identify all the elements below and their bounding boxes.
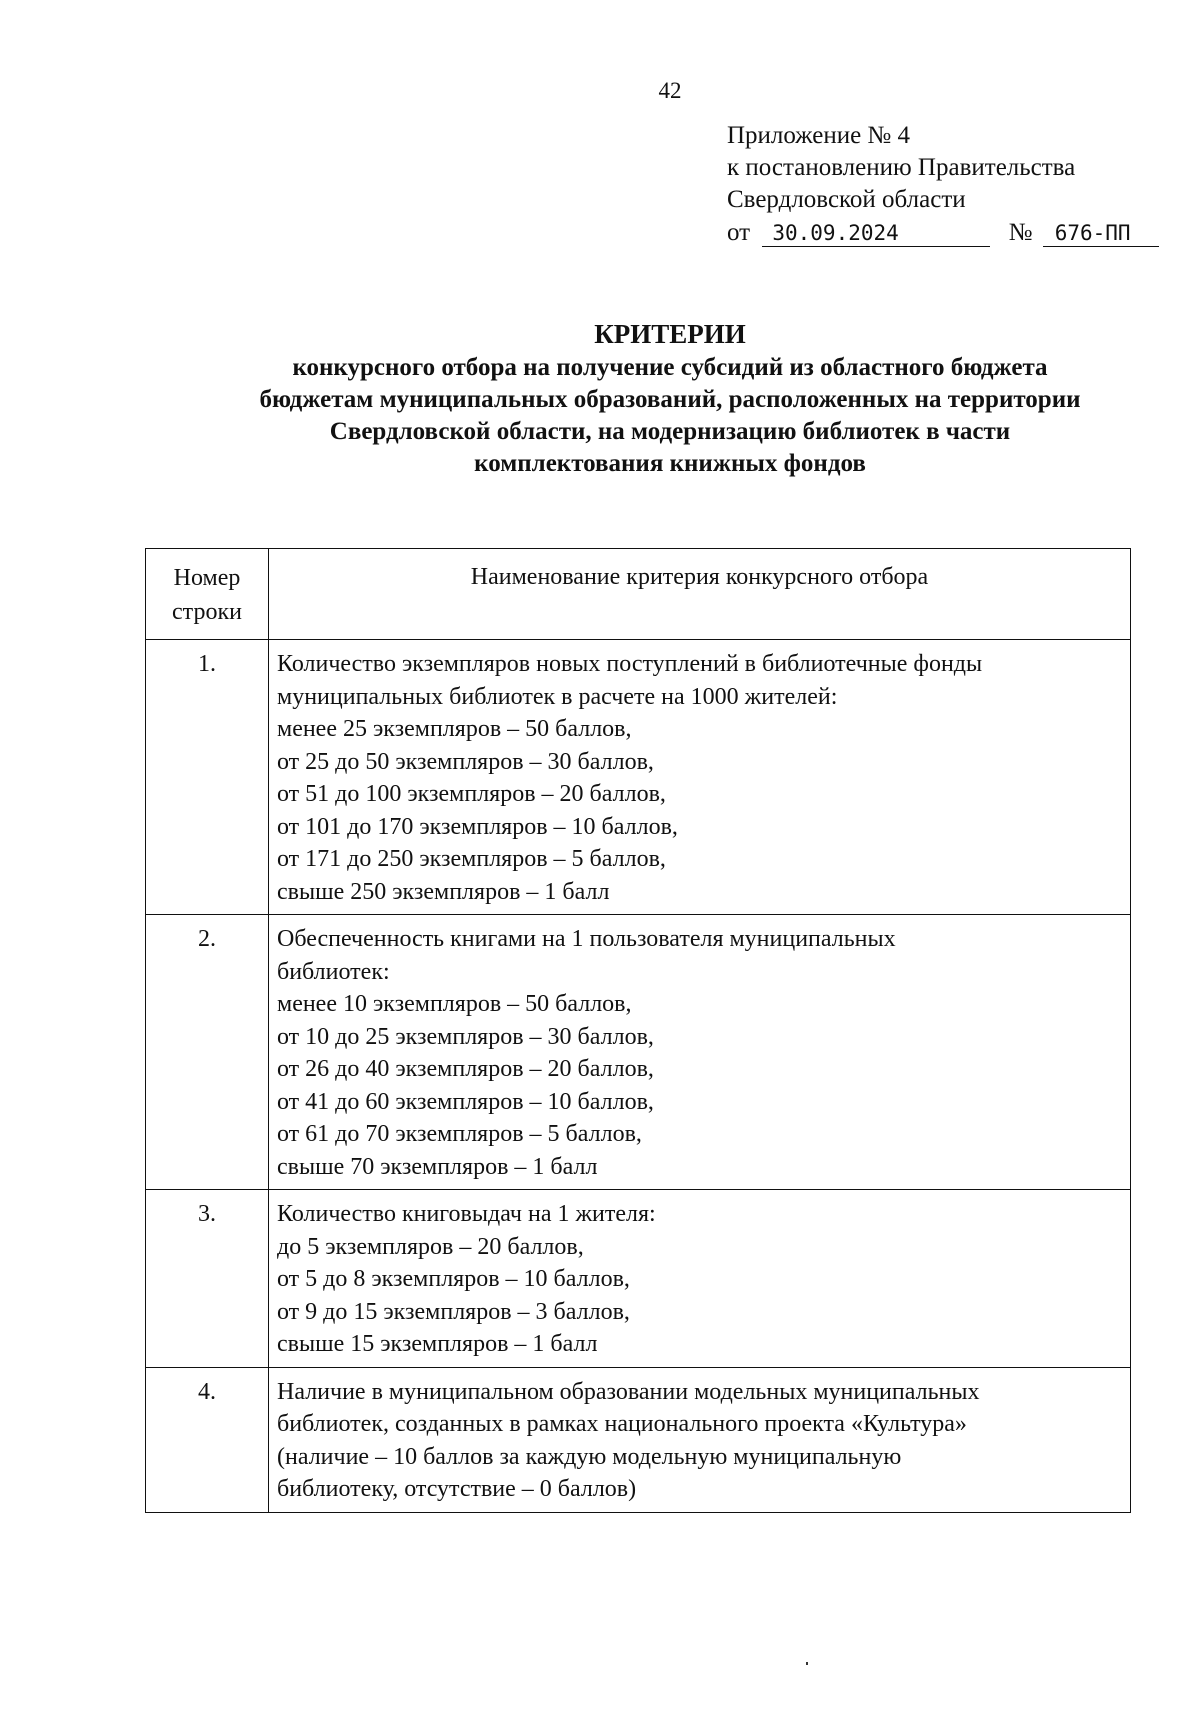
criterion-line: Наличие в муниципальном образовании модельных муниципальных <box>277 1378 980 1405</box>
criterion-text <box>269 1367 1131 1512</box>
criterion-line: до 5 экземпляров – 20 баллов, <box>277 1233 584 1260</box>
appendix-line-2: к постановлению Правительства <box>727 154 1076 181</box>
criterion-text <box>269 1190 1131 1368</box>
table-row <box>146 1190 1131 1368</box>
criterion-line: от 101 до 170 экземпляров – 10 баллов, <box>277 813 678 840</box>
criterion-line: библиотеку, отсутствие – 0 баллов) <box>277 1476 637 1502</box>
criterion-line: менее 10 экземпляров – 50 баллов, <box>277 991 632 1017</box>
criterion-line: от 9 до 15 экземпляров – 3 баллов, <box>277 1298 630 1325</box>
scan-speck <box>806 1662 808 1665</box>
title-line: бюджетам муниципальных образований, расположенных на территории <box>259 386 1081 413</box>
title-main: КРИТЕРИИ <box>594 319 746 349</box>
criterion-line: Количество книговыдач на 1 жителя: <box>277 1201 656 1227</box>
criteria-table <box>145 548 1131 1513</box>
criterion-line: свыше 70 экземпляров – 1 балл <box>277 1153 598 1180</box>
title-line: комплектования книжных фондов <box>474 450 866 477</box>
criterion-line: муниципальных библиотек в расчете на 1000 жителей: <box>277 683 838 710</box>
criterion-line: Обеспеченность книгами на 1 пользователя муниципальных <box>277 926 896 952</box>
criterion-line: от 5 до 8 экземпляров – 10 баллов, <box>277 1266 630 1292</box>
table-header-row <box>146 549 1131 640</box>
criterion-line: свыше 15 экземпляров – 1 балл <box>277 1331 598 1357</box>
number-prefix: № <box>1008 219 1033 246</box>
table-row <box>146 915 1131 1190</box>
row-number: 2. <box>146 915 269 1190</box>
page-number: 42 <box>658 78 682 103</box>
header-name: Наименование критерия конкурсного отбора <box>269 549 1131 640</box>
criterion-line: библиотек, созданных в рамках национального проекта «Культура» <box>277 1411 967 1437</box>
criterion-line: от 26 до 40 экземпляров – 20 баллов, <box>277 1056 654 1082</box>
criterion-line: менее 25 экземпляров – 50 баллов, <box>277 716 632 742</box>
appendix-line-1: Приложение № 4 <box>727 122 911 149</box>
row-number: 1. <box>146 640 269 915</box>
criterion-text <box>269 915 1131 1190</box>
criterion-line: свыше 250 экземпляров – 1 балл <box>277 878 610 905</box>
row-number: 3. <box>146 1190 269 1368</box>
criterion-line: (наличие – 10 баллов за каждую модельную муниципальную <box>277 1443 902 1470</box>
title-line: конкурсного отбора на получение субсидий из областного бюджета <box>292 354 1048 381</box>
criterion-line: от 25 до 50 экземпляров – 30 баллов, <box>277 748 654 775</box>
criterion-line: от 61 до 70 экземпляров – 5 баллов, <box>277 1121 642 1147</box>
criterion-line: от 41 до 60 экземпляров – 10 баллов, <box>277 1088 654 1115</box>
date-prefix: от <box>727 219 751 246</box>
decree-date: 30.09.2024 <box>762 220 990 247</box>
decree-number: 676-ПП <box>1043 220 1159 247</box>
appendix-date-line <box>727 217 1159 249</box>
criterion-text <box>269 640 1131 915</box>
table-row <box>146 1367 1131 1512</box>
appendix-block <box>727 120 1159 249</box>
document-title <box>100 318 1200 480</box>
criterion-line: от 51 до 100 экземпляров – 20 баллов, <box>277 781 666 807</box>
criterion-line: библиотек: <box>277 958 390 985</box>
criterion-line: от 10 до 25 экземпляров – 30 баллов, <box>277 1023 654 1050</box>
row-number: 4. <box>146 1367 269 1512</box>
criterion-line: Количество экземпляров новых поступлений в библиотечные фонды <box>277 651 983 677</box>
title-line: Свердловской области, на модернизацию библиотек в части <box>329 418 1011 445</box>
table-row <box>146 640 1131 915</box>
criterion-line: от 171 до 250 экземпляров – 5 баллов, <box>277 846 666 872</box>
appendix-line-3: Свердловской области <box>727 186 966 213</box>
header-number: Номер строки <box>146 549 269 640</box>
